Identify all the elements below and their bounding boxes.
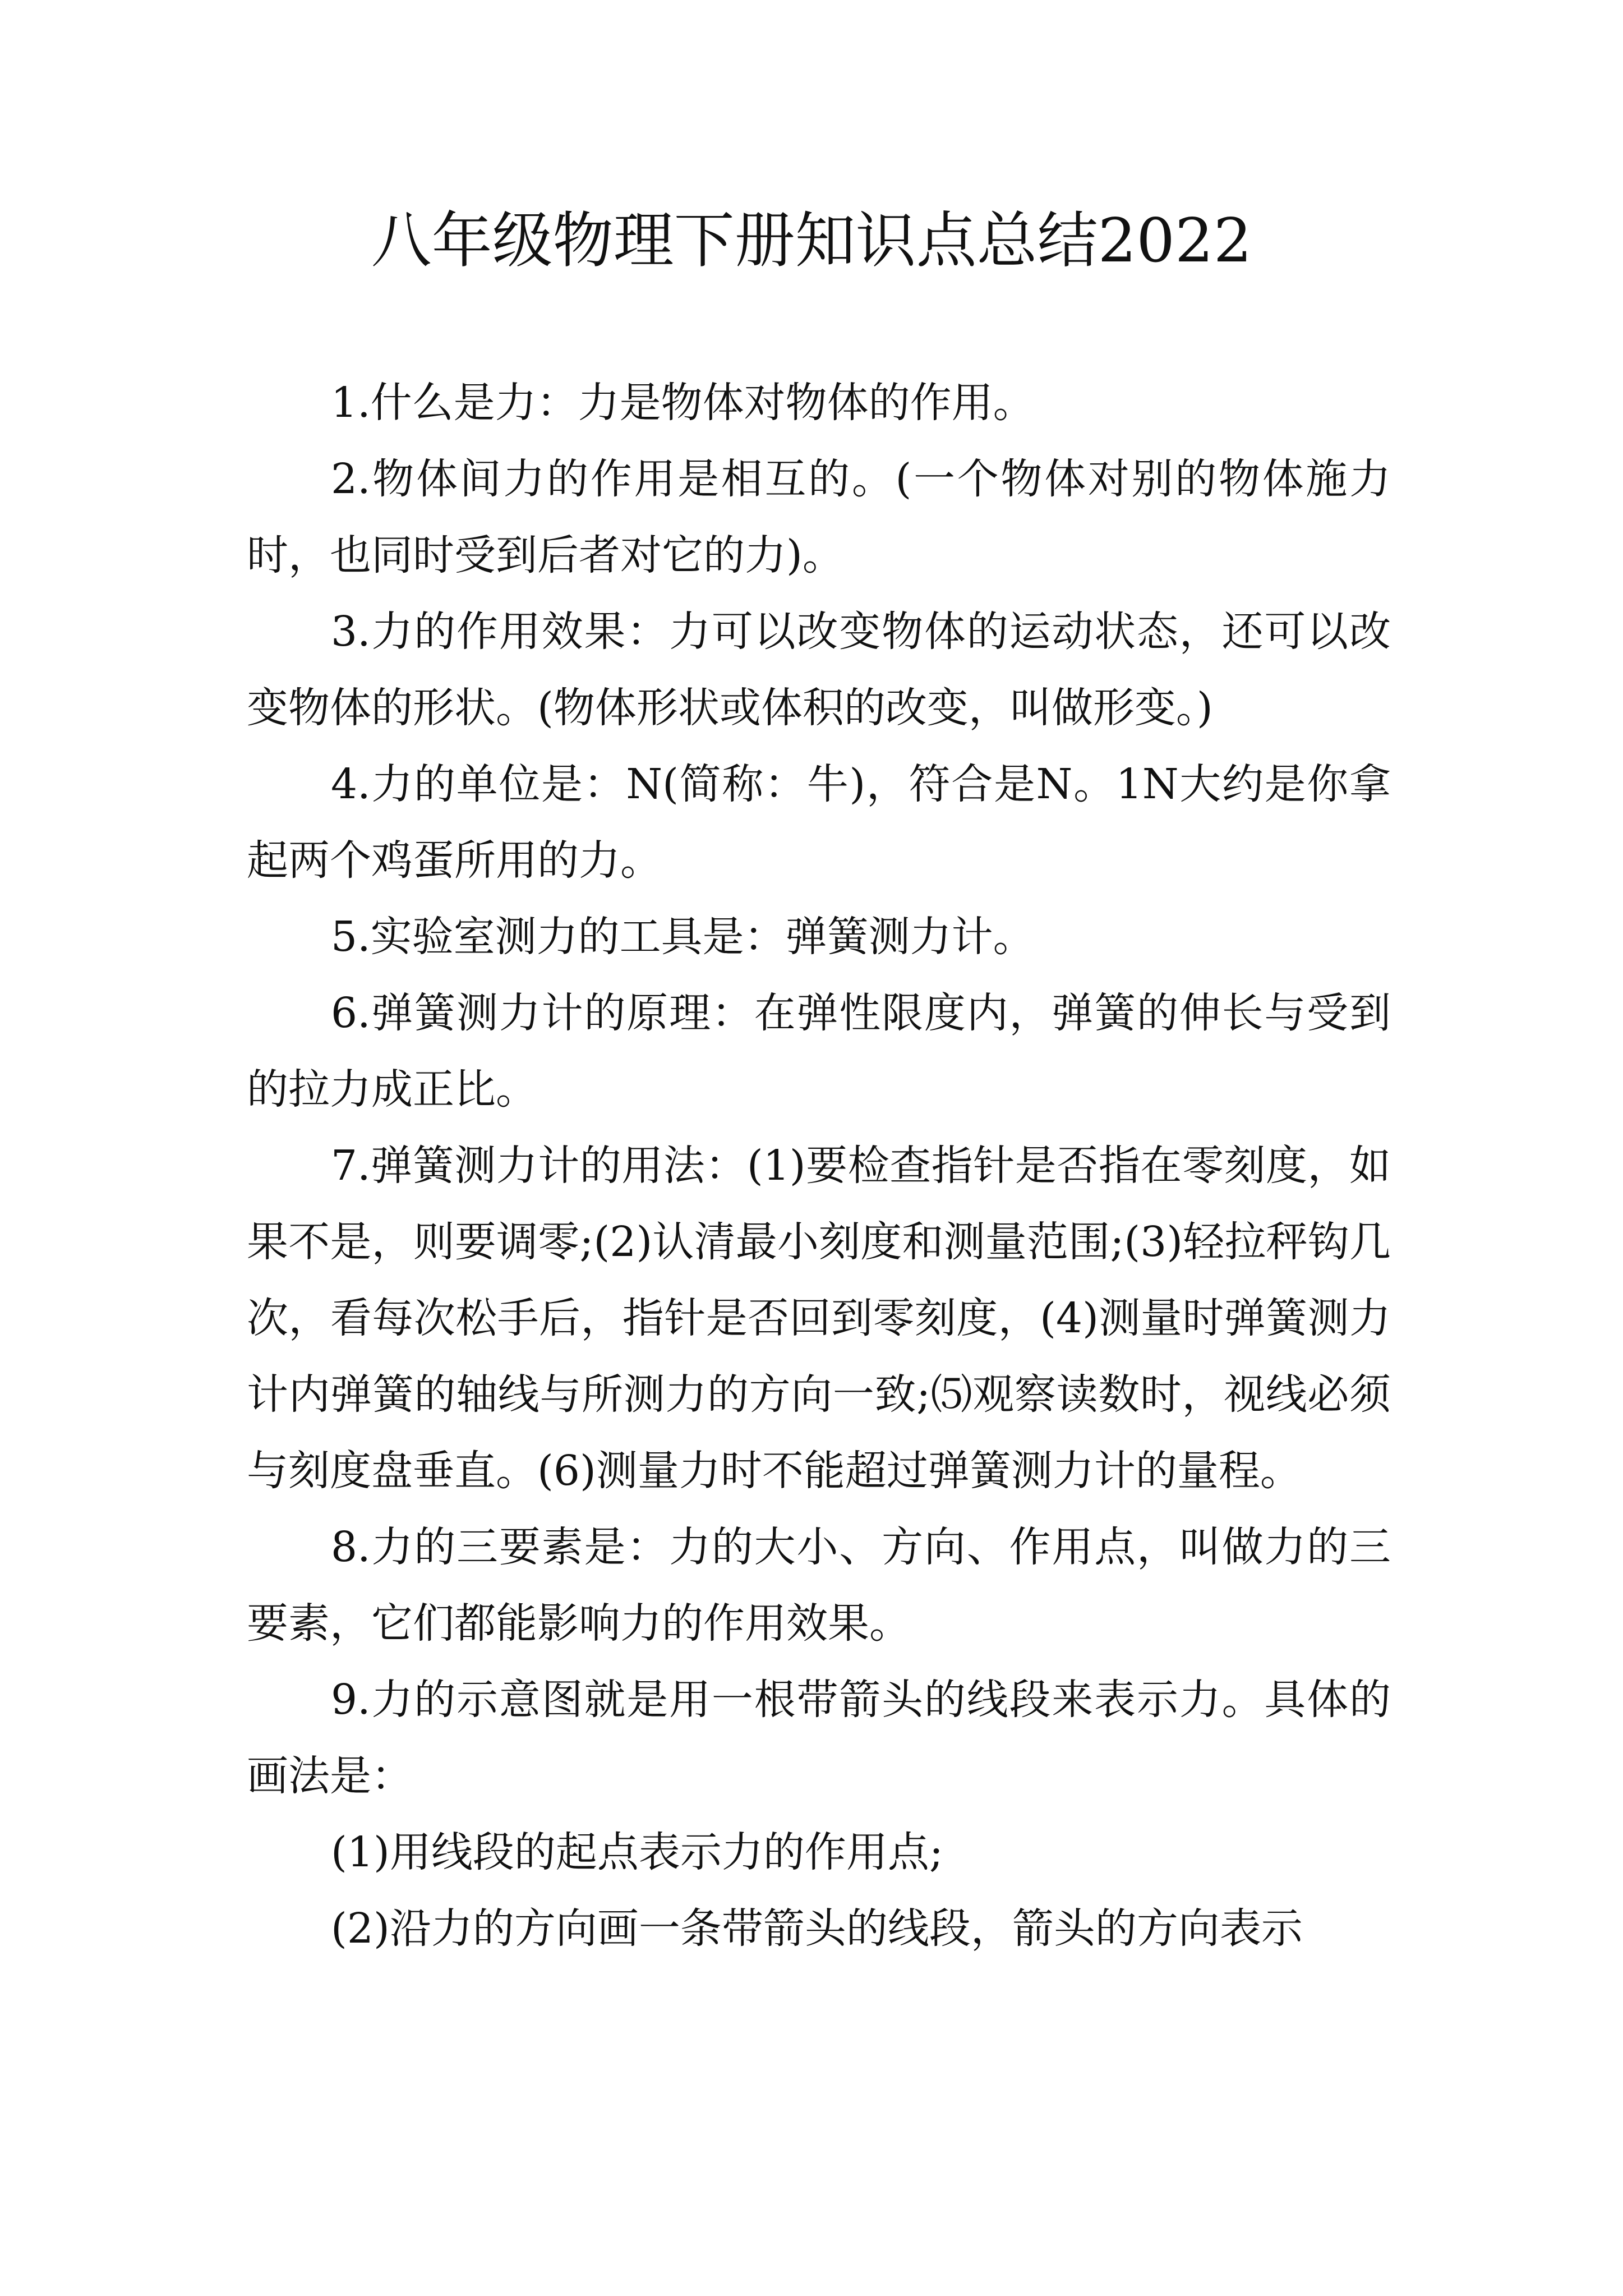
paragraph-9-step-2: (2)沿力的方向画一条带箭头的线段，箭头的方向表示 — [331, 1904, 1303, 1953]
paragraph-8: 8.力的三要素是：力的大小、方向、作用点，叫做力的三要素，它们都能影响力的作用效果。 — [247, 1523, 1391, 1648]
document-title: 八年级物理下册知识点总结2022 — [371, 206, 1252, 276]
paragraph-6: 6.弹簧测力计的原理：在弹性限度内，弹簧的伸长与受到的拉力成正比。 — [247, 989, 1391, 1114]
paragraph-4: 4.力的单位是：N(简称：牛)，符合是N。1N大约是你拿起两个鸡蛋所用的力。 — [247, 760, 1391, 885]
paragraph-3: 3.力的作用效果：力可以改变物体的运动状态，还可以改变物体的形状。(物体形状或体积的改变，叫做形变。) — [247, 608, 1391, 732]
paragraph-9-step-1: (1)用线段的起点表示力的作用点; — [331, 1828, 943, 1876]
paragraph-9: 9.力的示意图就是用一根带箭头的线段来表示力。具体的画法是： — [247, 1676, 1391, 1800]
paragraph-5: 5.实验室测力的工具是：弹簧测力计。 — [331, 913, 1035, 961]
paragraph-2: 2.物体间力的作用是相互的。(一个物体对别的物体施力时，也同时受到后者对它的力)。 — [247, 455, 1391, 579]
paragraph-1: 1.什么是力：力是物体对物体的作用。 — [331, 379, 1035, 427]
paragraph-7: 7.弹簧测力计的用法：(1)要检查指针是否指在零刻度，如果不是，则要调零;(2)认清最小刻度和测量范围;(3)轻拉秤钩几次，看每次松手后，指针是否回到零刻度，(4)测量时弹簧测力计内弹簧的轴线与所测力的方向一致;⑸观察读数时，视线必须与刻度盘垂直。(6)测量力时不能超过弹簧测力计的量程。 — [247, 1142, 1391, 1495]
document-body — [247, 365, 1391, 1967]
